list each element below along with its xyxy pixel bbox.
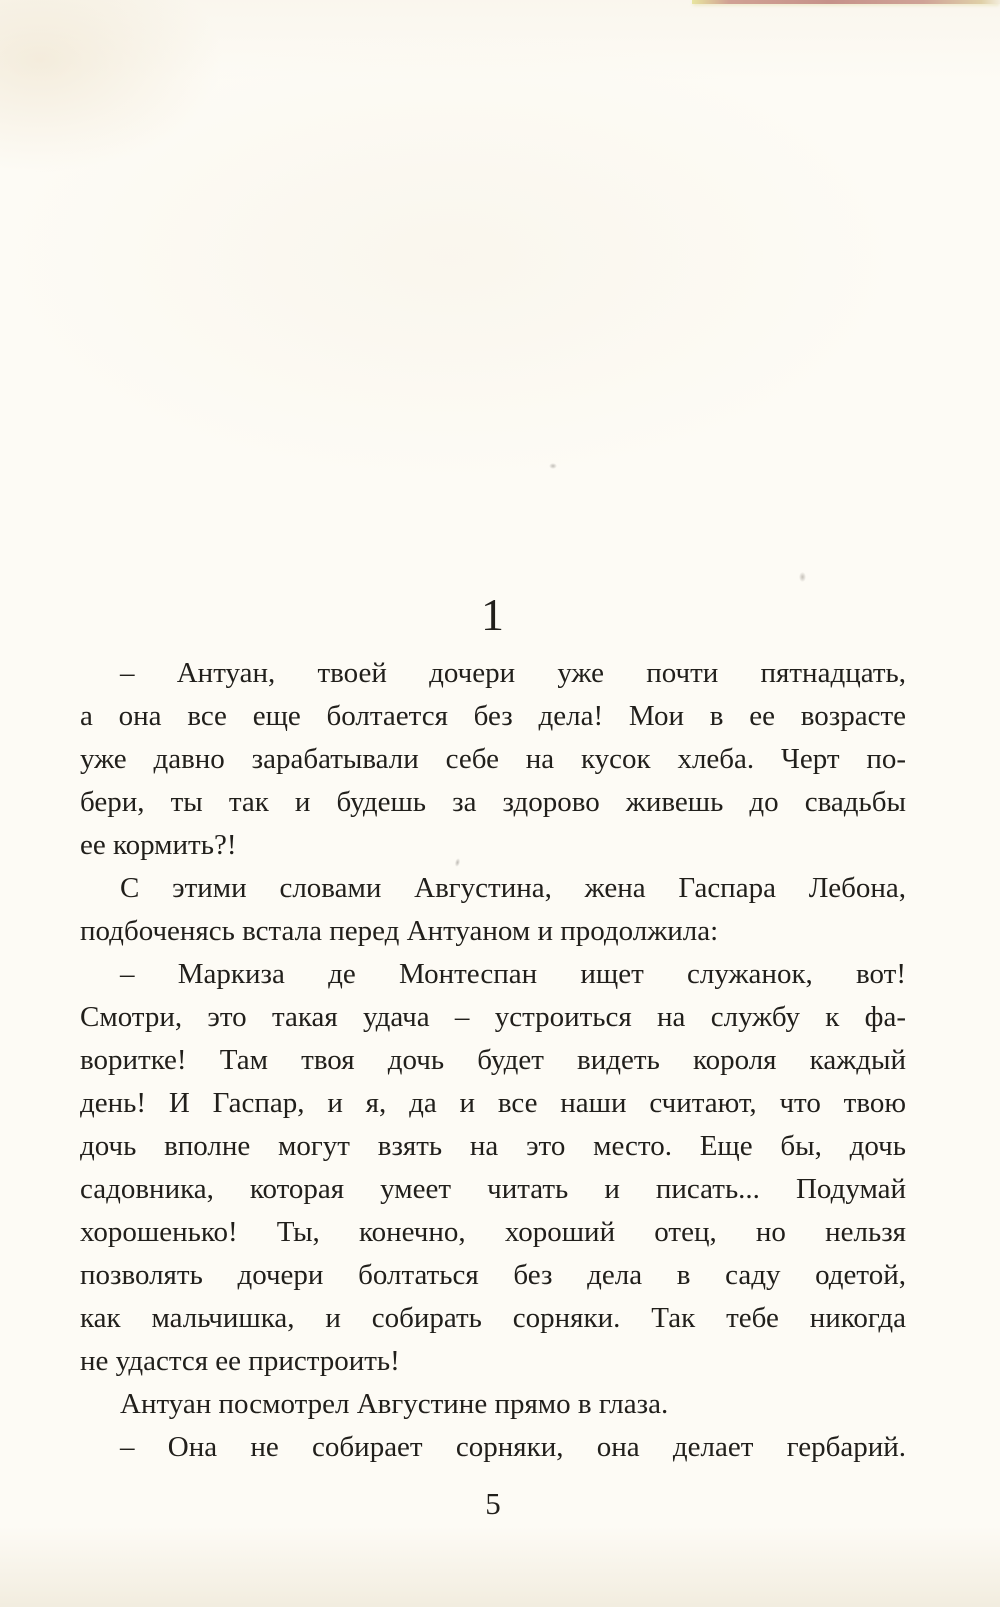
text-line: подбоченясь встала перед Антуаном и продолжила: bbox=[80, 915, 719, 947]
text-line: не удастся ее пристроить! bbox=[80, 1345, 400, 1377]
chapter-number: 1 bbox=[481, 589, 505, 640]
text-line: дочь вполне могут взять на это место. Еще бы, дочь bbox=[80, 1130, 906, 1162]
text-line: ее кормить?! bbox=[80, 829, 237, 861]
book-cover-edge bbox=[692, 0, 1000, 4]
text-line: – Маркиза де Монтеспан ищет служанок, вот! bbox=[120, 958, 906, 990]
text-line: а она все еще болтается без дела! Мои в ее возрасте bbox=[80, 700, 906, 732]
text-line: С этими словами Августина, жена Гаспара Лебона, bbox=[120, 872, 906, 904]
text-line: Смотри, это такая удача – устроиться на службу к фа- bbox=[80, 1001, 906, 1033]
text-line: – Она не собирает сорняки, она делает гербарий. bbox=[120, 1431, 906, 1463]
text-line: уже давно зарабатывали себе на кусок хлеба. Черт по- bbox=[80, 743, 906, 775]
text-line: бери, ты так и будешь за здорово живешь до свадьбы bbox=[80, 786, 906, 818]
text-line: хорошенько! Ты, конечно, хороший отец, но нельзя bbox=[80, 1216, 906, 1248]
text-line: садовника, которая умеет читать и писать... Подумай bbox=[80, 1173, 906, 1205]
text-line: как мальчишка, и собирать сорняки. Так тебе никогда bbox=[80, 1302, 906, 1334]
text-line: – Антуан, твоей дочери уже почти пятнадцать, bbox=[120, 657, 906, 689]
body-text bbox=[80, 652, 906, 1469]
text-line: воритке! Там твоя дочь будет видеть короля каждый bbox=[80, 1044, 906, 1076]
text-line: день! И Гаспар, и я, да и все наши считают, что твою bbox=[80, 1087, 906, 1119]
page-number: 5 bbox=[485, 1486, 501, 1521]
scan-speck bbox=[549, 463, 557, 469]
scan-speck bbox=[799, 572, 806, 582]
text-line: Антуан посмотрел Августине прямо в глаза. bbox=[120, 1388, 669, 1420]
text-line: позволять дочери болтаться без дела в саду одетой, bbox=[80, 1259, 906, 1291]
